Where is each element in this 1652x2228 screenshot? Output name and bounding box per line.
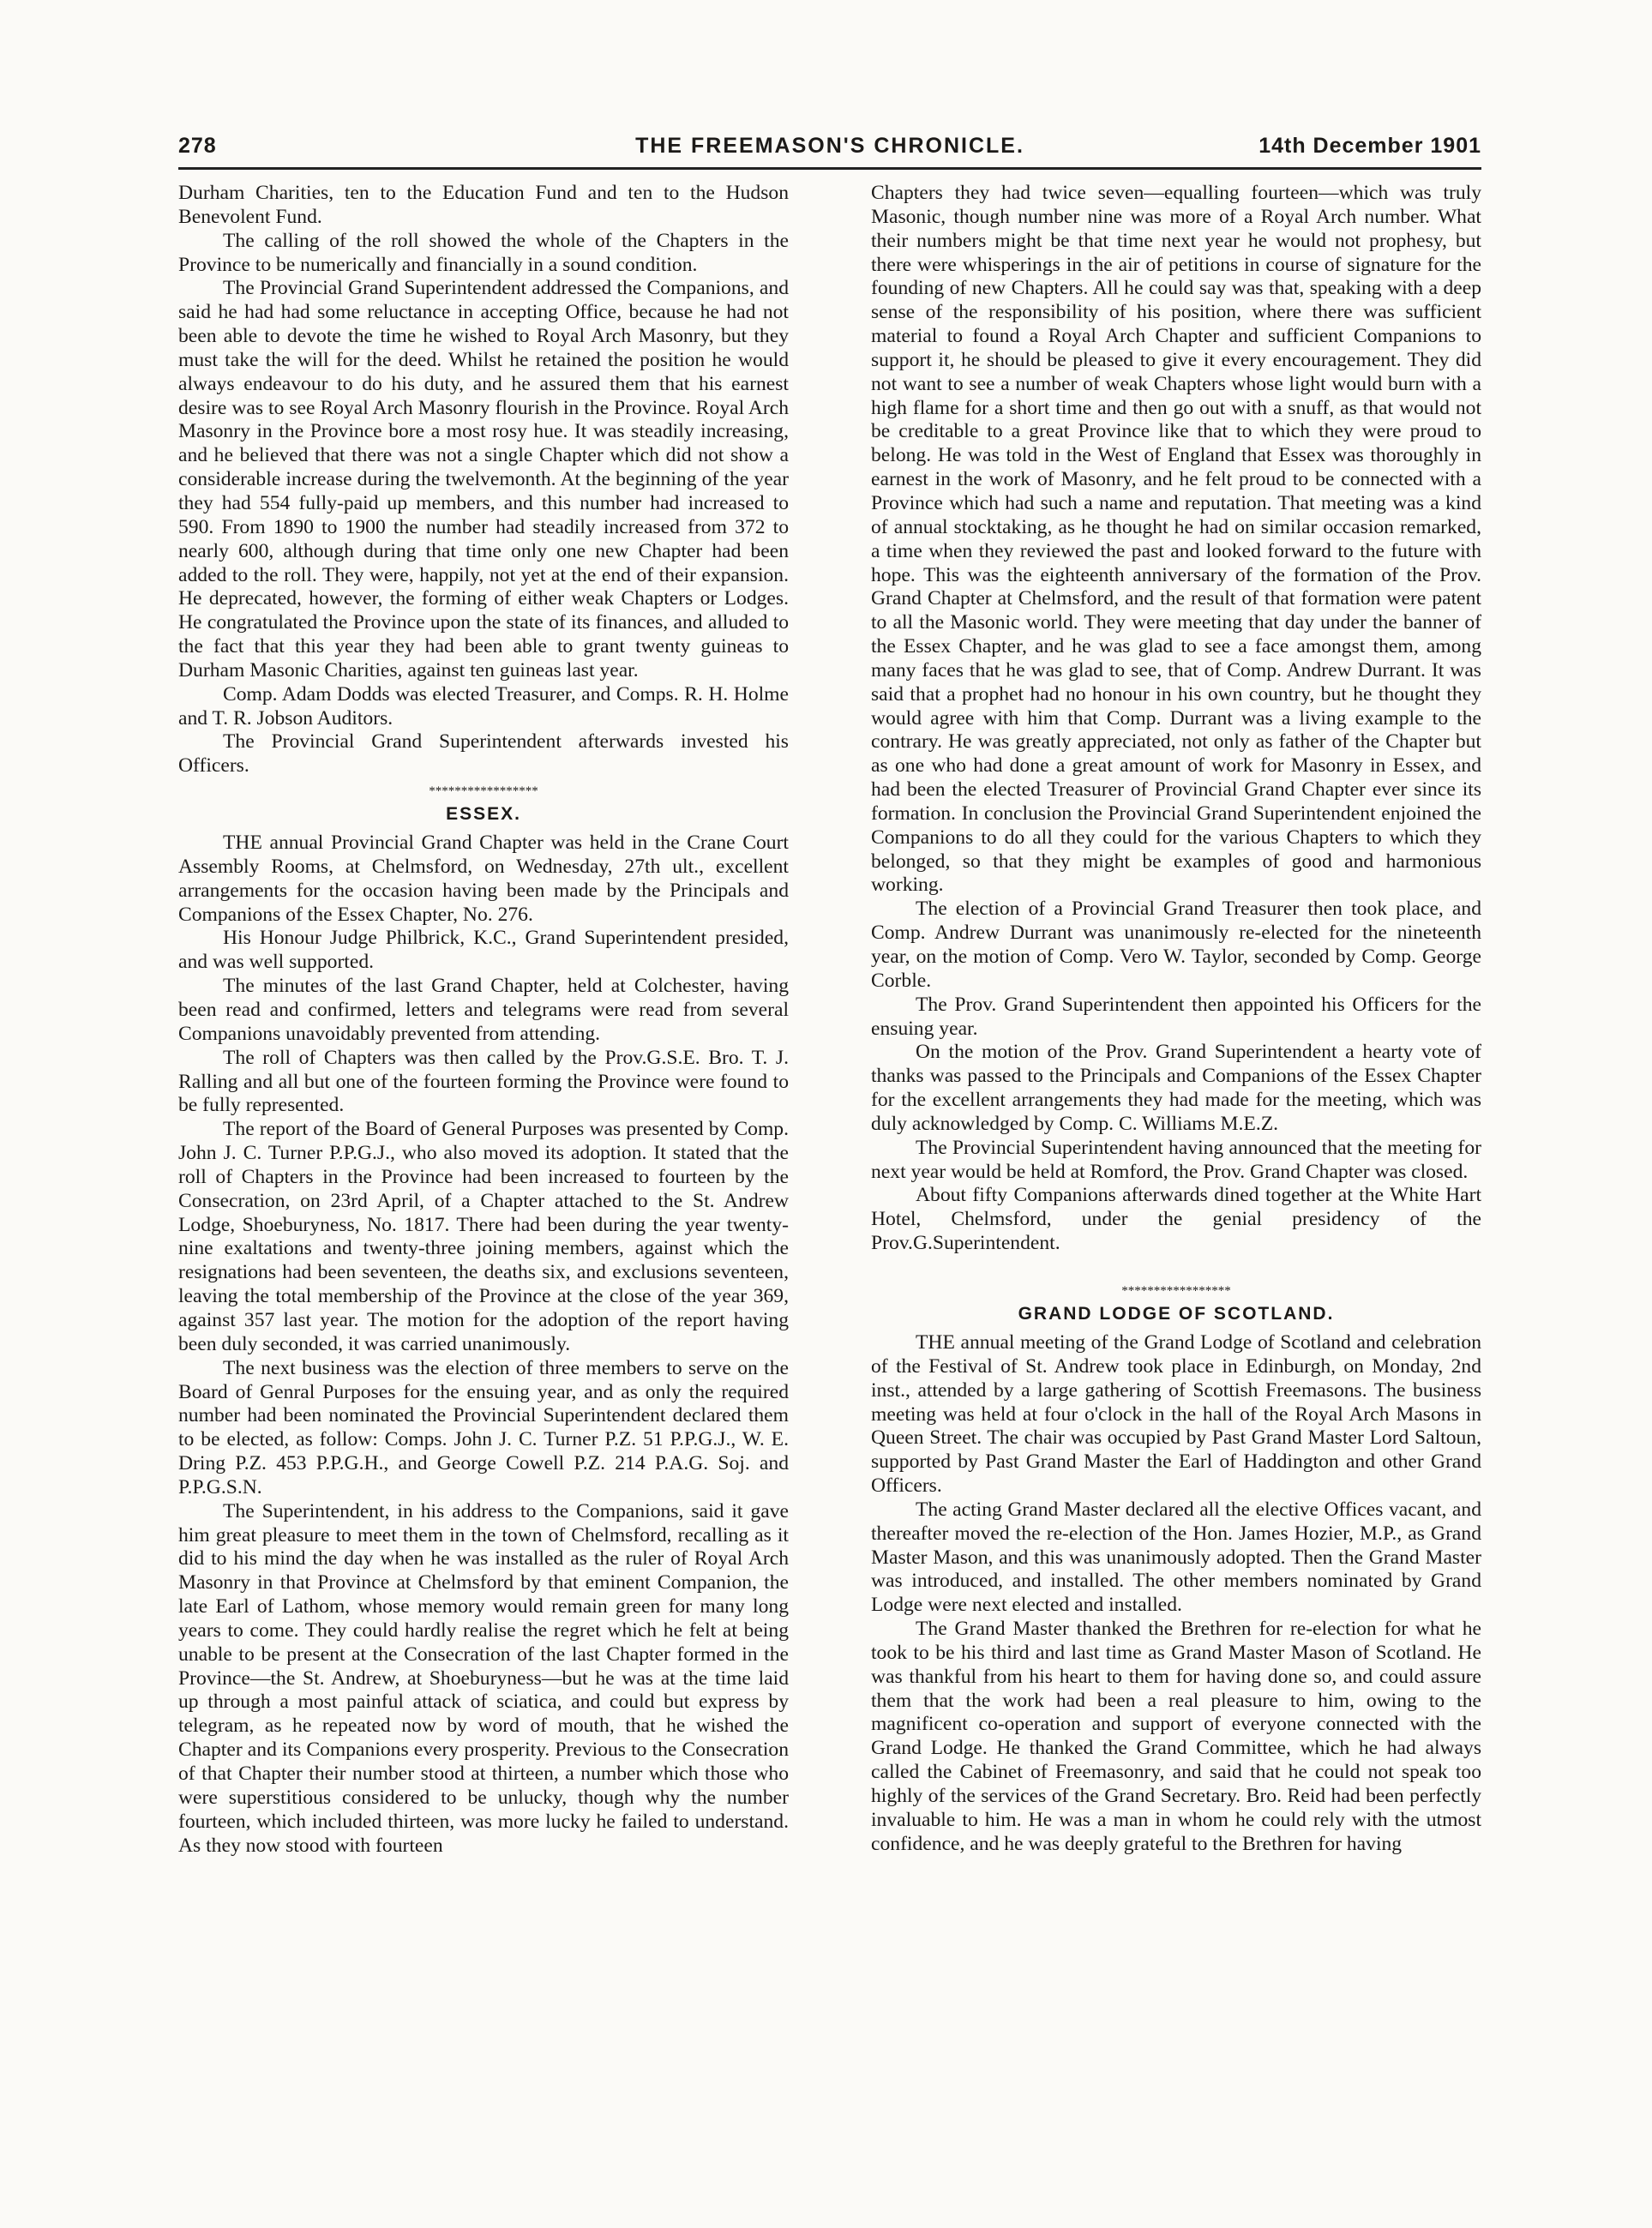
paragraph: Chapters they had twice seven—equalling fourteen—which was truly Masonic, though number nine was more of a Royal Arch number. What their numbers might be that time next year he would not prophesy, but there were whisperings in the air of petitions in course of signature for the founding of new Chapters. All he could say was that, speaking with a deep sense of the responsibility of his position, where there was sufficient material to found a Royal Arch Chapter and sufficient Companions to support it, he should be pleased to give it every encouragement. They did not want to see a number of weak Chapters whose light would burn with a high flame for a short time and then go out with a snuff, as that would not be creditable to a great Province like that to which they were proud to belong. He was told in the West of England that Essex was thoroughly in earnest in the work of Masonry, and he felt proud to be connected with a Province which had such a name and reputation. That meeting was a kind of annual stocktaking, as he thought he had on similar occasion remarked, a time when they reviewed the past and looked forward to the future with hope. This was the eighteenth anniversary of the formation of the Prov. Grand Chapter at Chelmsford, and the result of that formation were patent to all the Masonic world. They were meeting that day under the banner of the Essex Chapter, and he was glad to see a face amongst them, among many faces that he was glad to see, that of Comp. Andrew Durrant. It was said that a prophet had no honour in his own country, but he thought they would agree with him that Comp. Durrant was a living example to the contrary. He was greatly appreciated, not only as father of the Chapter but as one who had done a great amount of work for Masonry in Essex, and had been the elected Treasurer of Provincial Grand Chapter ever since its formation. In conclusion the Provincial Grand Superintendent enjoined the Companions to do all they could for the various Chapters to which they belonged, so that they might be examples of good and harmonious working.: [871, 182, 1481, 897]
paragraph: The Grand Master thanked the Brethren for re-election for what he took to be his third and last time as Grand Master Mason of Scotland. He was thankful from his heart to them for having done so, and could assure them that the work had been a real pleasure to him, owing to the magnificent co-operation and support of everyone connected with the Grand Lodge. He thanked the Grand Committee, which he had always called the Cabinet of Freemasonry, and said that he could not speak too highly of the services of the Grand Secretary. Bro. Reid had been perfectly invaluable to him. He was a man in whom he could rely with the utmost confidence, and he was deeply grateful to the Brethren for having: [871, 1618, 1481, 1855]
paragraph: Comp. Adam Dodds was elected Treasurer, and Comps. R. H. Holme and T. R. Jobson Auditors.: [178, 682, 789, 730]
paragraph: The report of the Board of General Purposes was presented by Comp. John J. C. Turner P.P.G.J., who also moved its adoption. It stated that the roll of Chapters in the Province had been increased to fourteen by the Consecration, on 23rd April, of a Chapter attached to the St. Andrew Lodge, Shoeburyness, No. 1817. There had been during the year twenty-nine exaltations and twenty-three joining members, against which the resignations had been seventeen, the deaths six, and exclusions seventeen, leaving the total membership of the Province at the close of the year 369, against 357 last year. The motion for the adoption of the report having been duly seconded, it was carried unanimously.: [178, 1118, 789, 1355]
page-header: [178, 134, 1481, 168]
publication-title: THE FREEMASON'S CHRONICLE.: [635, 134, 1024, 158]
paragraph: The Provincial Superintendent having announced that the meeting for next year would be held at Romford, the Prov. Grand Chapter was closed.: [871, 1136, 1481, 1183]
paragraph: The Prov. Grand Superintendent then appointed his Officers for the ensuing year.: [871, 993, 1481, 1040]
paragraph: THE annual Provincial Grand Chapter was held in the Crane Court Assembly Rooms, at Chelmsford, on Wednesday, 27th ult., excellent arrangements for the occasion having been made by the Principals and Companions of the Essex Chapter, No. 276.: [178, 832, 789, 926]
paragraph: THE annual meeting of the Grand Lodge of Scotland and celebration of the Festival of St. Andrew took place in Edinburgh, on Monday, 2nd inst., attended by a large gathering of Scottish Freemasons. The business meeting was held at four o'clock in the hall of the Royal Arch Masons in Queen Street. The chair was occupied by Past Grand Master Lord Saltoun, supported by Past Grand Master the Earl of Haddington and other Grand Officers.: [871, 1330, 1481, 1498]
paragraph: The roll of Chapters was then called by the Prov.G.S.E. Bro. T. J. Ralling and all but one of the fourteen forming the Province were found to be fully represented.: [178, 1046, 789, 1117]
paragraph: The election of a Provincial Grand Treasurer then took place, and Comp. Andrew Durrant was unanimously re-elected for the nineteenth year, on the motion of Comp. Vero W. Taylor, seconded by Comp. George Corble.: [871, 898, 1481, 992]
section-heading-grand-lodge-of-scotland: GRAND LODGE OF SCOTLAND.: [1018, 1303, 1335, 1324]
spacer: [871, 1256, 1481, 1278]
header-rule: [178, 167, 1481, 170]
paragraph: The Provincial Grand Superintendent afterwards invested his Officers.: [178, 730, 789, 778]
issue-date: 14th December 1901: [1259, 134, 1481, 158]
left-column: [178, 182, 789, 1858]
section-heading-essex: ESSEX.: [446, 804, 521, 825]
right-column: [871, 182, 1481, 1857]
section-divider: *****************: [1121, 1283, 1231, 1298]
paragraph: Durham Charities, ten to the Education Fund and ten to the Hudson Benevolent Fund.: [178, 182, 789, 228]
paragraph: The minutes of the last Grand Chapter, held at Colchester, having been read and confirmed, letters and telegrams were read from several Companions unavoidably prevented from attending.: [178, 975, 789, 1045]
paragraph: The calling of the roll showed the whole of the Chapters in the Province to be numerically and financially in a sound condition.: [178, 229, 789, 276]
section-divider: *****************: [429, 784, 538, 799]
paragraph: About fifty Companions afterwards dined together at the White Hart Hotel, Chelmsford, under the genial presidency of the Prov.G.Superintendent.: [871, 1184, 1481, 1255]
page-number: 278: [178, 134, 217, 158]
paragraph: The acting Grand Master declared all the elective Offices vacant, and thereafter moved the re-election of the Hon. James Hozier, M.P., as Grand Master Mason, and this was unanimously adopted. Then the Grand Master was introduced, and installed. The other members nominated by Grand Lodge were next elected and installed.: [871, 1498, 1481, 1617]
paragraph: On the motion of the Prov. Grand Superintendent a hearty vote of thanks was passed to the Principals and Companions of the Essex Chapter for the excellent arrangements they had made for the meeting, which was duly acknowledged by Comp. C. Williams M.E.Z.: [871, 1041, 1481, 1135]
paragraph: The Superintendent, in his address to the Companions, said it gave him great pleasure to meet them in the town of Chelmsford, recalling as it did to his mind the day when he was installed as the ruler of Royal Arch Masonry in that Province at Chelmsford by that eminent Companion, the late Earl of Lathom, whose memory would remain green for many long years to come. They could hardly realise the regret which he felt at being unable to be present at the Consecration of the last Chapter formed in the Province—the St. Andrew, at Shoeburyness—but he was at the time laid up through a most painful attack of sciatica, and could but express by telegram, as he repeated now by word of mouth, that he wished the Chapter and its Companions every prosperity. Previous to the Consecration of that Chapter their number stood at thirteen, a number which those who were superstitious considered to be unlucky, though why the number fourteen, which included thirteen, was more lucky he failed to understand. As they now stood with fourteen: [178, 1499, 789, 1857]
paragraph: The Provincial Grand Superintendent addressed the Companions, and said he had had some reluctance in accepting Office, because he had not been able to devote the time he wished to Royal Arch Masonry, but they must take the will for the deed. Whilst he retained the position he would always endeavour to do his duty, and he assured them that his earnest desire was to see Royal Arch Masonry flourish in the Province. Royal Arch Masonry in the Province bore a most rosy hue. It was steadily increasing, and he believed that there was not a single Chapter which did not show a considerable increase during the twelvemonth. At the beginning of the year they had 554 fully-paid up members, and this number had increased to 590. From 1890 to 1900 the number had steadily increased from 372 to nearly 600, although during that time only one new Chapter had been added to the roll. They were, happily, not yet at the end of their expansion. He deprecated, however, the forming of either weak Chapters or Lodges. He congratulated the Province upon the state of its finances, and alluded to the fact that this year they had been able to grant twenty guineas to Durham Masonic Charities, against ten guineas last year.: [178, 277, 789, 682]
paragraph: His Honour Judge Philbrick, K.C., Grand Superintendent presided, and was well supported.: [178, 927, 789, 974]
paragraph: The next business was the election of three members to serve on the Board of Genral Purposes for the ensuing year, and as only the required number had been nominated the Provincial Superintendent declared them to be elected, as follow: Comps. John J. C. Turner P.Z. 51 P.P.G.J., W. E. Dring P.Z. 453 P.P.G.H., and George Cowell P.Z. 214 P.A.G. Soj. and P.P.G.S.N.: [178, 1356, 789, 1498]
